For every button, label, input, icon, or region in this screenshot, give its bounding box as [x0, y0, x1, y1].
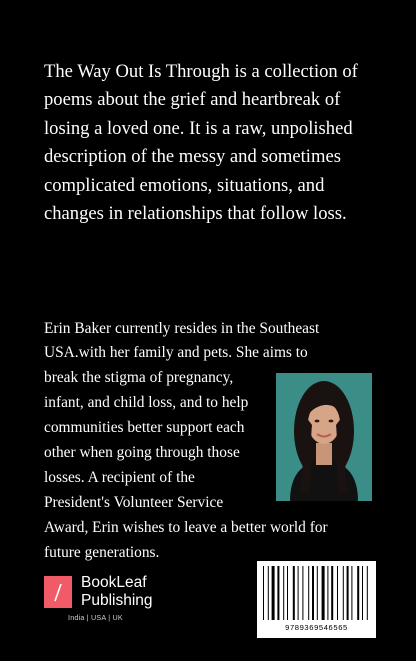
barcode-bar — [287, 566, 288, 620]
bookleaf-slash-logo-icon — [44, 576, 72, 608]
publisher-name-line2: Publishing — [81, 592, 153, 609]
publisher-locations: India | USA | UK — [68, 613, 123, 622]
barcode-bar — [322, 566, 325, 620]
barcode-bar — [283, 566, 284, 620]
author-bio-line: USA.with her family and pets. She aims to — [44, 344, 308, 361]
barcode-bar — [362, 566, 363, 620]
author-bio-line: break the stigma of pregnancy, — [44, 369, 234, 386]
barcode-bar — [351, 566, 352, 620]
barcode-bar — [263, 566, 264, 620]
barcode-bar — [337, 566, 338, 620]
barcode-bar — [347, 566, 349, 620]
author-bio-line: infant, and child loss, and to help — [44, 394, 249, 411]
author-bio-line: other when going through those — [44, 444, 240, 461]
barcode-bar — [302, 566, 303, 620]
barcode-bar — [272, 566, 275, 620]
barcode-bar — [268, 566, 269, 620]
barcode-bar — [331, 566, 333, 620]
publisher-name-line1: BookLeaf — [81, 574, 147, 591]
barcode-bar — [357, 566, 359, 620]
barcode-bar — [312, 566, 314, 620]
author-bio-line: President's Volunteer Service — [44, 494, 224, 511]
barcode-bar — [317, 566, 318, 620]
author-bio-line: Award, Erin wishes to leave a better world for — [44, 519, 328, 536]
barcode-bar — [367, 566, 368, 620]
barcode-bar — [327, 566, 328, 620]
author-portrait — [276, 373, 372, 501]
book-blurb: The Way Out Is Through is a collection of poems about the grief and heartbreak of losing a loved one. It is a raw, unpolished description of the messy and sometimes complicated emotions, situations, and changes in relationships that follow loss. — [44, 61, 358, 225]
author-bio-line: Erin Baker currently resides in the Southeast — [44, 320, 320, 337]
author-bio-line: communities better support each — [44, 419, 245, 436]
barcode-bar — [298, 566, 299, 620]
author-bio-line: future generations. — [44, 544, 160, 561]
author-bio-line: losses. A recipient of the — [44, 469, 195, 486]
barcode-bar — [308, 566, 309, 620]
barcode-bar — [277, 566, 279, 620]
barcode-bar — [293, 566, 295, 620]
isbn-number: 9789369546565 — [285, 623, 348, 632]
barcode-bar — [343, 566, 344, 620]
barcode-icon — [257, 561, 376, 638]
